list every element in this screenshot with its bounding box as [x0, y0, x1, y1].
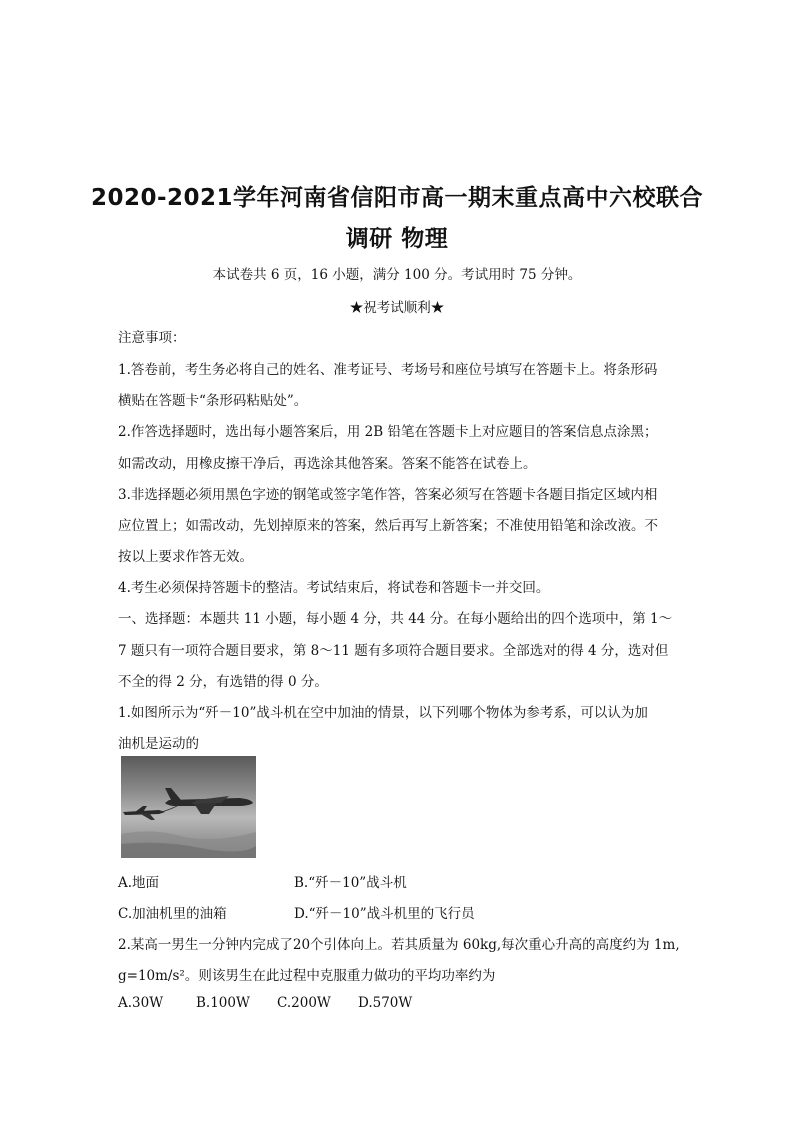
section1-line: 不全的得 2 分，有选错的得 0 分。 [118, 674, 328, 690]
notes-line: 2.作答选择题时，选出每小题答案后，用 2B 铅笔在答题卡上对应题目的答案信息点涂黑； [118, 424, 658, 440]
exam-meta: 本试卷共 6 页，16 小题，满分 100 分。考试用时 75 分钟。 [212, 267, 582, 283]
notes-line: 横贴在答题卡“条形码粘贴处”。 [118, 393, 308, 409]
notes-line: 3.非选择题必须用黑色字迹的钢笔或签字笔作答，答案必须写在答题卡各题目指定区域内相 [118, 487, 658, 503]
q1-stem-line: 油机是运动的 [118, 736, 199, 752]
q2-option-b: B.100W [196, 995, 250, 1011]
q2-stem-line: 2.某高一男生一分钟内完成了20个引体向上。若其质量为 60kg,每次重心升高的高度约为 1m, [118, 937, 680, 953]
section1-line: 7 题只有一项符合题目要求，第 8～11 题有多项符合题目要求。全部选对的得 4 分，选对但 [118, 643, 669, 659]
notes-line: 按以上要求作答无效。 [118, 549, 253, 565]
q1-option-d: D.“歼－10”战斗机里的飞行员 [294, 906, 475, 922]
q2-option-c: C.200W [277, 995, 331, 1011]
q1-stem-line: 1.如图所示为“歼－10”战斗机在空中加油的情景，以下列哪个物体为参考系，可以认为加 [118, 705, 648, 721]
refueling-photo [121, 756, 256, 858]
q1-option-b: B.“歼－10”战斗机 [294, 875, 407, 891]
exam-title-line1: 2020-2021学年河南省信阳市高一期末重点高中六校联合 [90, 185, 704, 211]
exam-title-line2: 调研 物理 [345, 226, 449, 252]
notes-line: 1.答卷前，考生务必将自己的姓名、准考证号、考场号和座位号填写在答题卡上。将条形码 [118, 362, 658, 378]
section1-line: 一、选择题：本题共 11 小题，每小题 4 分，共 44 分。在每小题给出的四个选项中，第 1～ [118, 611, 673, 627]
q2-stem-line: g=10m/s²。则该男生在此过程中克服重力做功的平均功率约为 [118, 968, 496, 984]
q2-option-d: D.570W [358, 995, 413, 1011]
q1-option-c: C.加油机里的油箱 [118, 906, 227, 922]
notes-line: 4.考生必须保持答题卡的整洁。考试结束后，将试卷和答题卡一并交回。 [118, 580, 550, 596]
notes-line: 应位置上；如需改动，先划掉原来的答案，然后再写上新答案；不准使用铅笔和涂改液。不 [118, 518, 658, 534]
notes-heading: 注意事项： [118, 330, 186, 346]
q2-option-a: A.30W [118, 995, 164, 1011]
notes-line: 如需改动，用橡皮擦干净后，再选涂其他答案。答案不能答在试卷上。 [118, 456, 537, 472]
q1-option-a: A.地面 [118, 875, 160, 891]
exam-wish: ★祝考试顺利★ [349, 300, 445, 316]
